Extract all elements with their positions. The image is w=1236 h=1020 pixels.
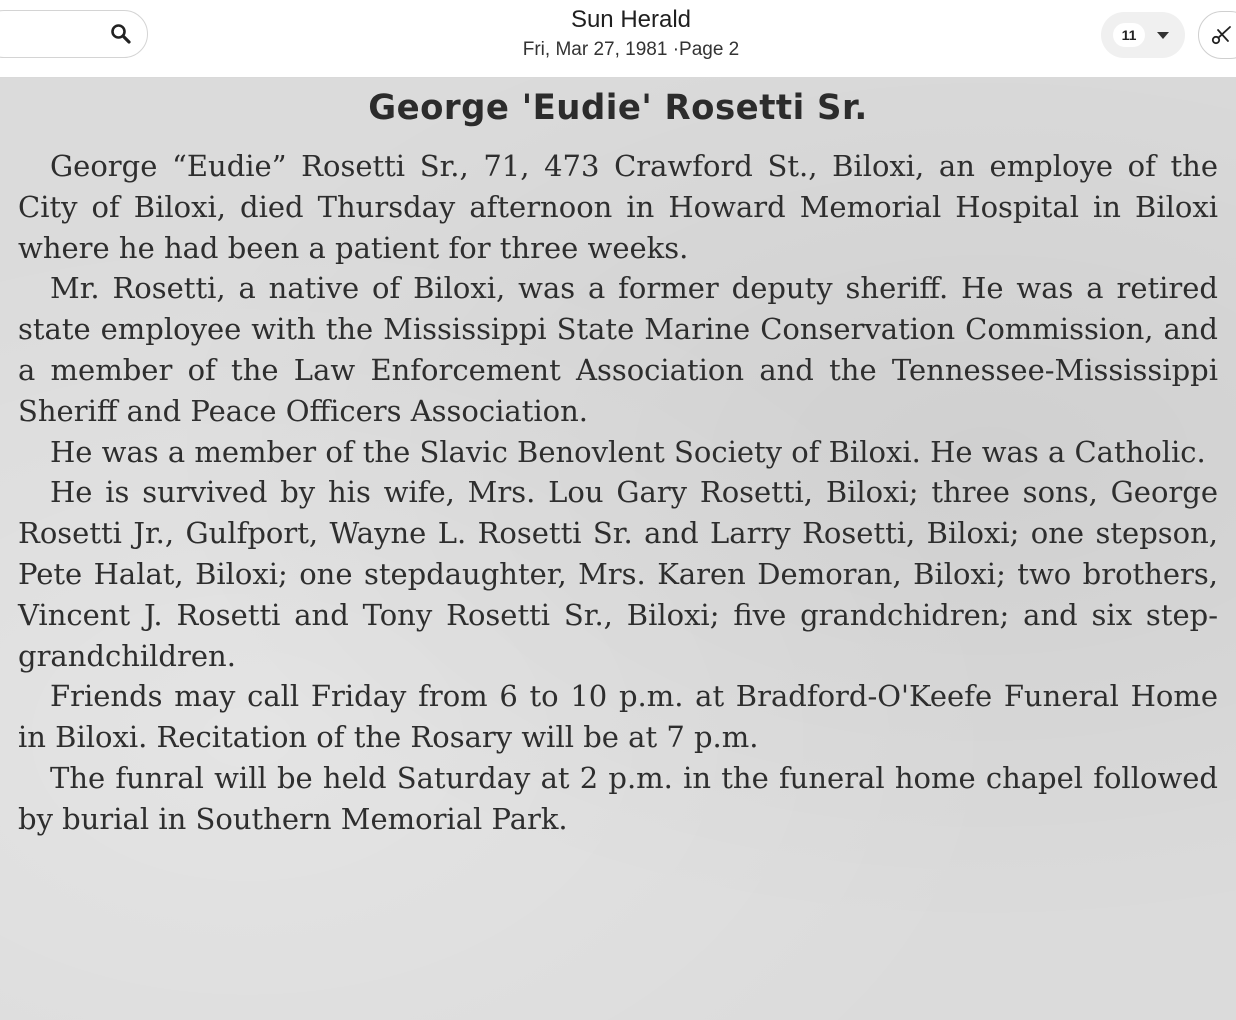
paragraph-6: The funral will be held Saturday at 2 p.m. in the funeral home chapel followed by burial in Southern Memorial Park. <box>18 760 1218 836</box>
paragraph-5: Friends may call Friday from 6 to 10 p.m. at Bradford-O'Keefe Funeral Home in Biloxi. Recitation of the Rosary will be at 7 p.m. <box>18 679 1218 755</box>
obituary-headline: George 'Eudie' Rosetti Sr. <box>368 88 868 128</box>
search-input[interactable] <box>0 10 148 58</box>
paper-name: Sun Herald <box>570 6 692 33</box>
paper-date-page: Fri, Mar 27, 1981 ·Page 2 <box>522 39 740 60</box>
obituary-body <box>18 146 1218 840</box>
page-count-dropdown[interactable] <box>1101 12 1185 58</box>
page-count-badge: 11 <box>1113 23 1145 47</box>
clip-button[interactable] <box>1198 11 1236 59</box>
search-icon[interactable] <box>109 22 133 46</box>
newspaper-clipping <box>0 78 1236 1020</box>
paper-title-block <box>418 4 844 64</box>
scissors-icon <box>1211 24 1233 46</box>
paragraph-3: He was a member of the Slavic Benovlent Society of Biloxi. He was a Catholic. <box>50 434 1206 469</box>
chevron-down-icon <box>1157 32 1169 39</box>
top-bar <box>0 0 1236 78</box>
paragraph-2: Mr. Rosetti, a native of Biloxi, was a former deputy sheriff. He was a retired state employee with the Mississippi State Marine Conservation Commission, and a member of the Law Enforcement Association and the Tennessee-Mississippi Sheriff and Peace Officers Association. <box>18 271 1218 428</box>
paragraph-4: He is survived by his wife, Mrs. Lou Gary Rosetti, Biloxi; three sons, George Rosetti Jr., Gulfport, Wayne L. Rosetti Sr. and Larry Rosetti, Biloxi; one stepson, Pete Halat, Biloxi; one stepdaughter, Mrs. Karen Demoran, Biloxi; two brothers, Vincent J. Rosetti and Tony Rosetti Sr., Biloxi; five grandchidren; and six step-grandchildren. <box>18 475 1218 673</box>
paragraph-1: George “Eudie” Rosetti Sr., 71, 473 Crawford St., Biloxi, an employe of the City of Biloxi, died Thursday afternoon in Howard Memorial Hospital in Biloxi where he had been a patient for three weeks. <box>18 149 1218 265</box>
